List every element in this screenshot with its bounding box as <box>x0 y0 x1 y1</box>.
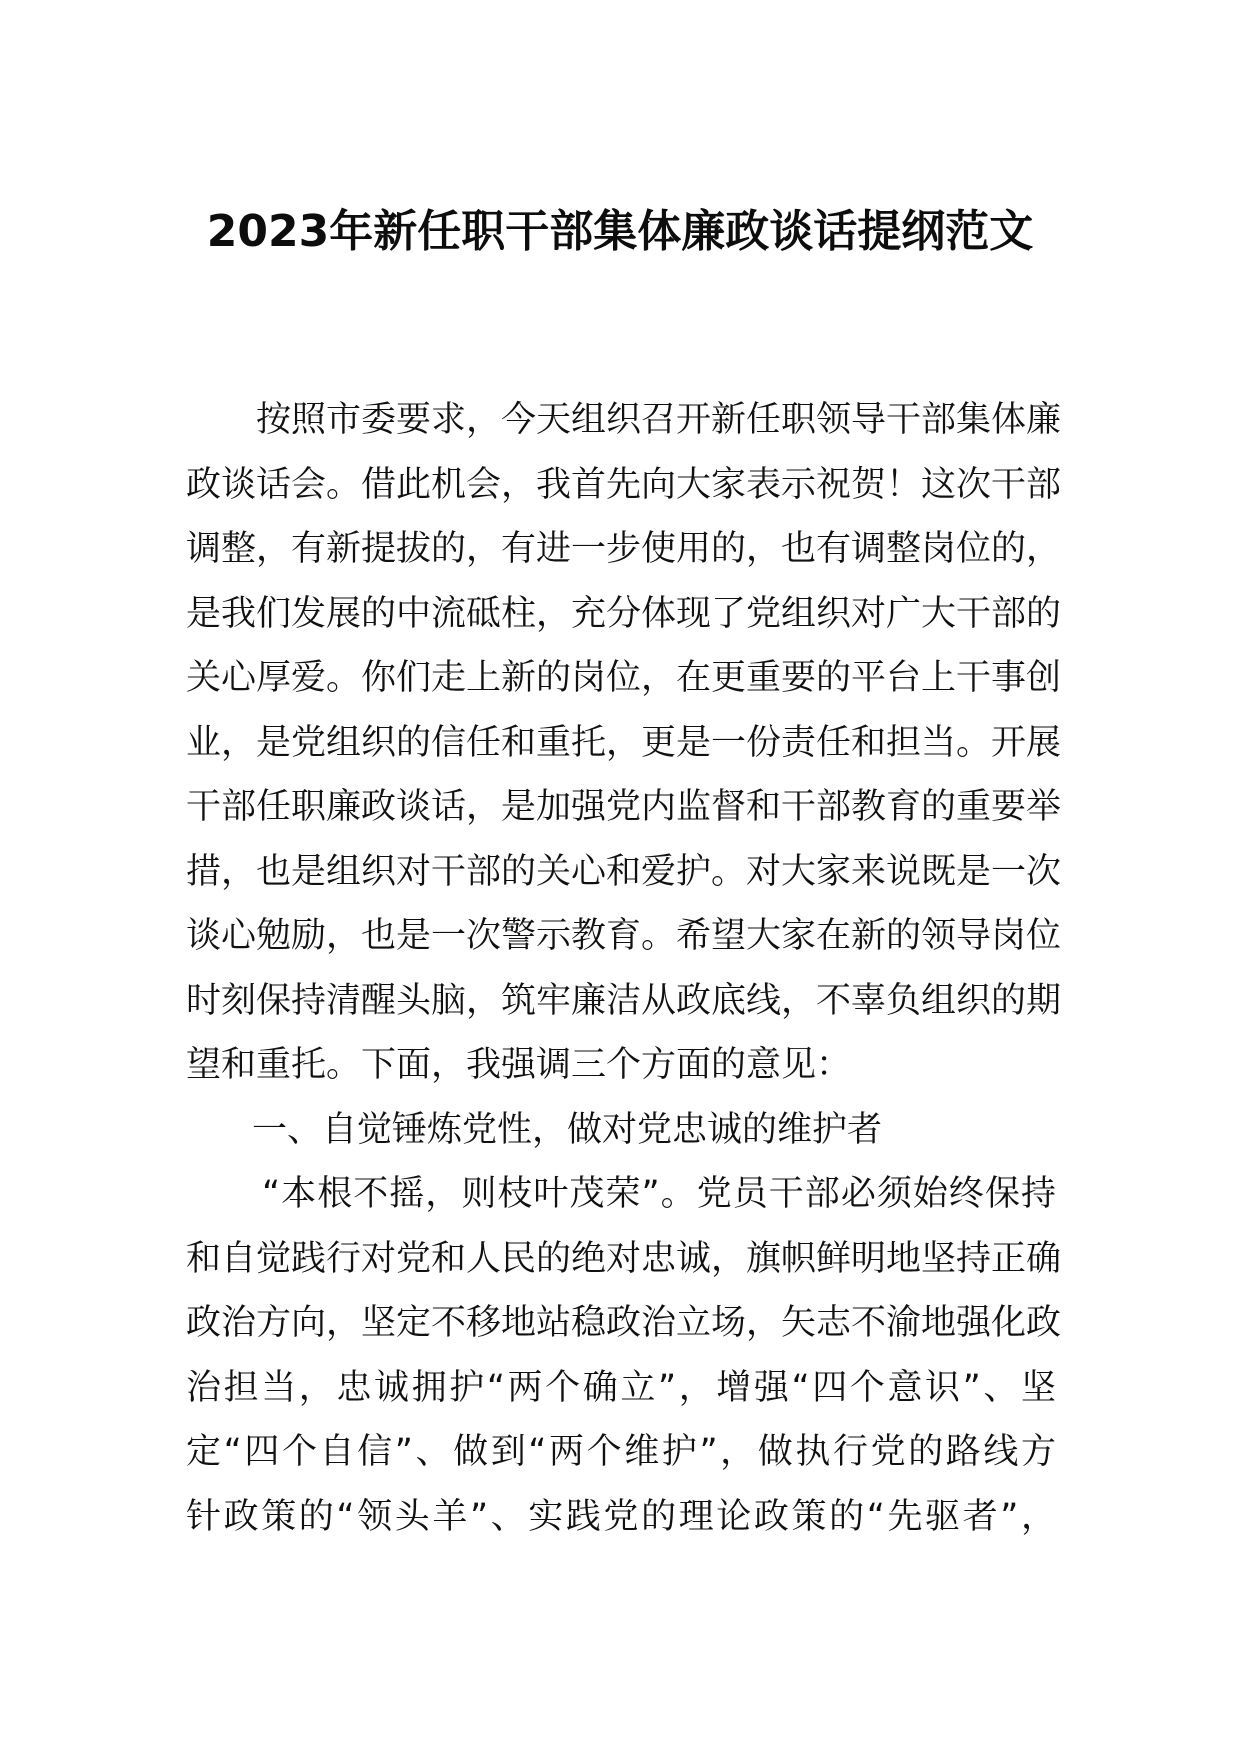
document-body <box>186 388 1062 1549</box>
body-line: “本根不摇，则枝叶茂荣”。党员干部必须始终保持 <box>262 1174 1056 1214</box>
body-line: 按照市委要求，今天组织召开新任职领导干部集体廉 <box>256 400 1062 440</box>
body-line: 干部任职廉政谈话，是加强党内监督和干部教育的重要举 <box>186 787 1062 827</box>
body-line: 政治方向，坚定不移地站稳政治立场，矢志不渝地强化政 <box>186 1303 1062 1343</box>
body-line: 调整，有新提拔的，有进一步使用的，也有调整岗位的， <box>186 529 1062 569</box>
body-line: 关心厚爱。你们走上新的岗位，在更重要的平台上干事创 <box>186 658 1062 698</box>
body-line: 谈心勉励，也是一次警示教育。希望大家在新的领导岗位 <box>186 916 1062 956</box>
section-heading: 一、自觉锤炼党性，做对党忠诚的维护者 <box>252 1109 883 1150</box>
body-line: 政谈话会。借此机会，我首先向大家表示祝贺！这次干部 <box>186 464 1062 505</box>
body-line: 望和重托。下面，我强调三个方面的意见： <box>186 1045 852 1085</box>
body-line: 定“四个自信”、做到“两个维护”，做执行党的路线方 <box>186 1432 1056 1472</box>
body-line: 时刻保持清醒头脑，筑牢廉洁从政底线，不辜负组织的期 <box>186 980 1062 1021</box>
document-title: 2023年新任职干部集体廉政谈话提纲范文 <box>206 206 1034 257</box>
body-line: 和自觉践行对党和人民的绝对忠诚，旗帜鲜明地坚持正确 <box>186 1238 1062 1279</box>
body-line: 措，也是组织对干部的关心和爱护。对大家来说既是一次 <box>186 851 1062 892</box>
body-line: 是我们发展的中流砥柱，充分体现了党组织对广大干部的 <box>186 593 1062 634</box>
body-line: 针政策的“领头羊”、实践党的理论政策的“先驱者”， <box>186 1496 1057 1537</box>
body-line: 业，是党组织的信任和重托，更是一份责任和担当。开展 <box>186 722 1062 763</box>
body-line: 治担当，忠诚拥护“两个确立”，增强“四个意识”、坚 <box>186 1367 1056 1408</box>
